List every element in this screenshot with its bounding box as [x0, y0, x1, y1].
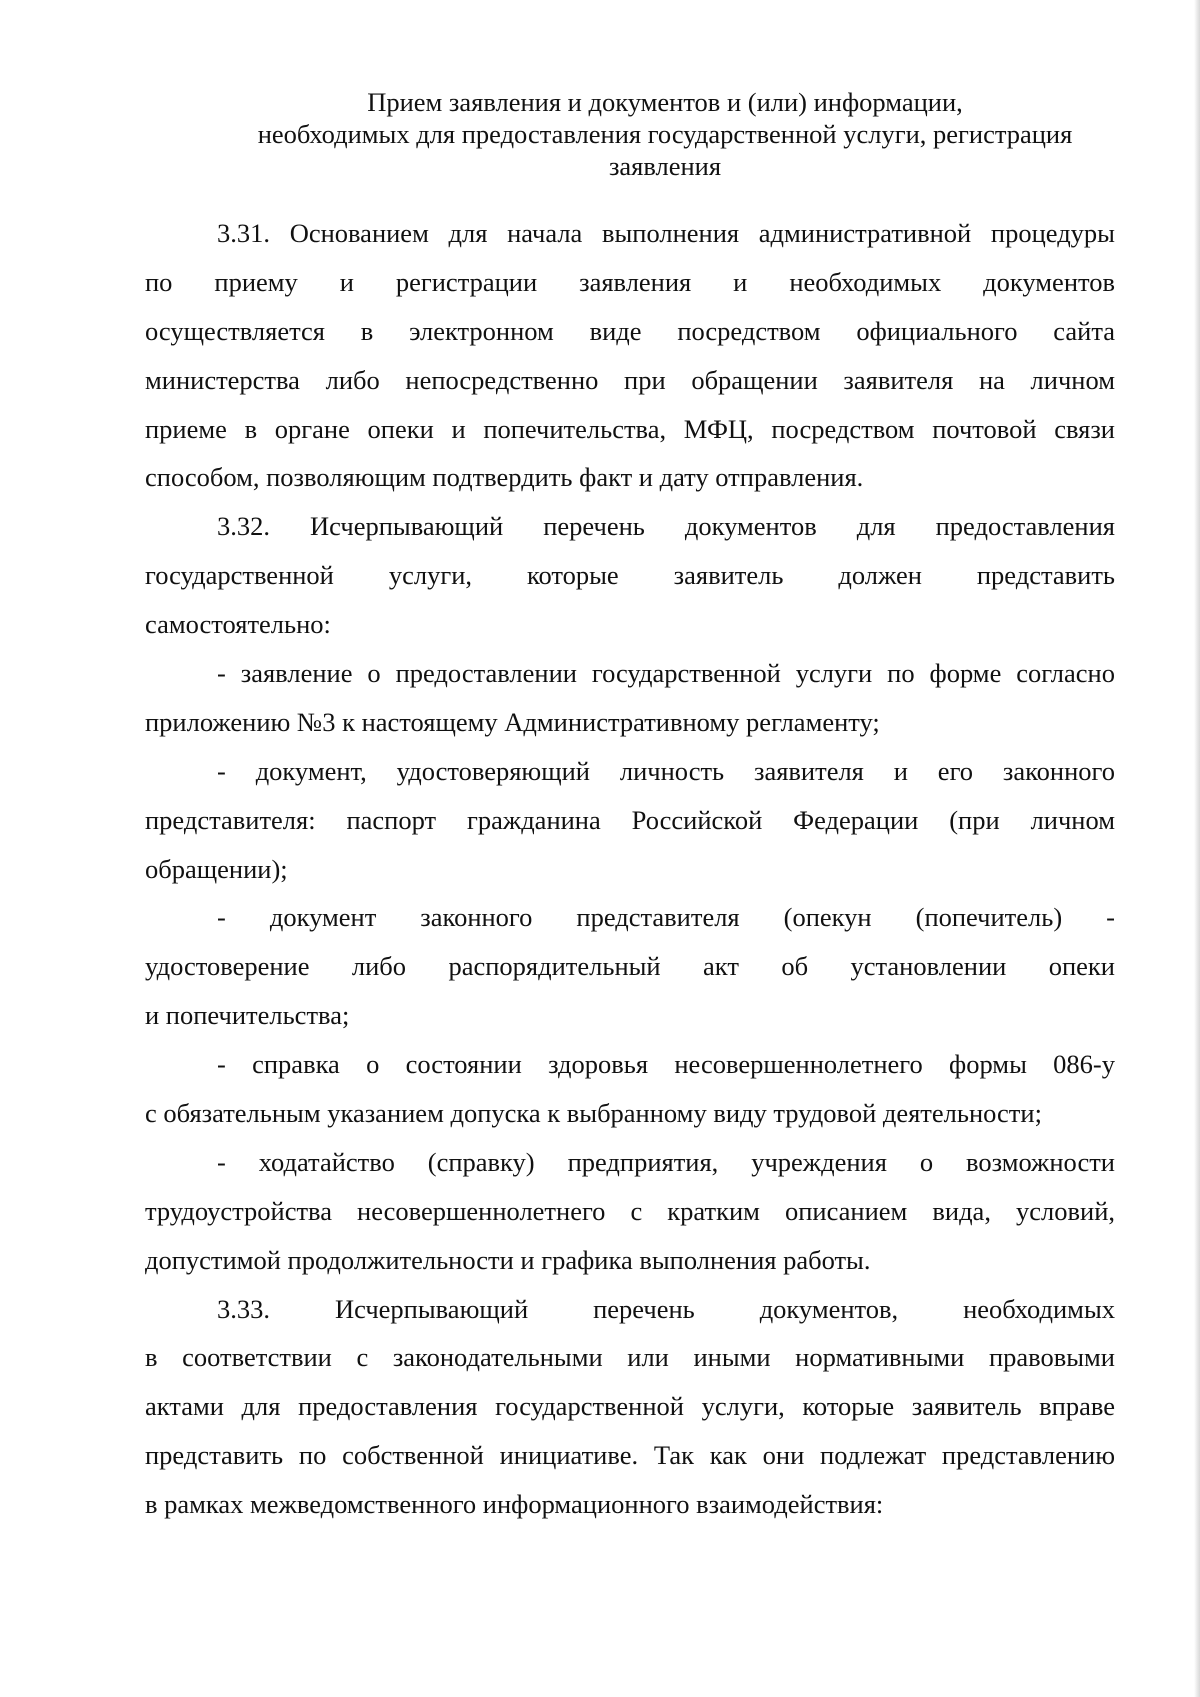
list-item-line: - справка о состоянии здоровья несовершеннолетнего формы 086-у — [217, 1049, 1115, 1080]
paragraph-line: государственной услуги, которые заявитель должен представить — [145, 560, 1115, 591]
list-item-line: обращении); — [145, 853, 288, 884]
paragraph-line: 3.32. Исчерпывающий перечень документов для предоставления — [217, 511, 1115, 542]
paragraph-line: 3.33. Исчерпывающий перечень документов, необходимых — [217, 1293, 1115, 1324]
list-item-line: представителя: паспорт гражданина Российской Федерации (при личном — [145, 804, 1115, 835]
list-item-line: и попечительства; — [145, 1000, 350, 1031]
paragraph-line: приеме в органе опеки и попечительства, МФЦ, посредством почтовой связи — [145, 413, 1115, 444]
heading-line: Прием заявления и документов и (или) информации, — [367, 87, 963, 117]
paragraph-line: способом, позволяющим подтвердить факт и дату отправления. — [145, 462, 864, 493]
list-item-line: допустимой продолжительности и графика выполнения работы. — [145, 1244, 871, 1275]
heading-line: необходимых для предоставления государственной услуги, регистрация — [257, 119, 1073, 149]
list-item-line: - документ законного представителя (опекун (попечитель) - — [217, 902, 1115, 933]
heading-line: заявления — [608, 151, 722, 181]
document-body — [145, 209, 1115, 1529]
list-item-line: приложению №3 к настоящему Административному регламенту; — [145, 706, 880, 737]
paragraph-line: в рамках межведомственного информационного взаимодействия: — [145, 1489, 884, 1520]
paragraph-line: 3.31. Основанием для начала выполнения административной процедуры — [217, 218, 1115, 248]
list-item-line: - документ, удостоверяющий личность заявителя и его законного — [217, 755, 1115, 786]
paragraph-line: осуществляется в электронном виде посредством официального сайта — [145, 315, 1115, 346]
paragraph-line: министерства либо непосредственно при обращении заявителя на личном — [145, 364, 1115, 395]
paragraph-line: актами для предоставления государственной услуги, которые заявитель вправе — [145, 1391, 1115, 1422]
list-item-line: - ходатайство (справку) предприятия, учреждения о возможности — [217, 1146, 1115, 1177]
section-heading — [225, 86, 1105, 182]
paragraph-line: самостоятельно: — [145, 609, 331, 640]
list-item-line: с обязательным указанием допуска к выбранному виду трудовой деятельности; — [145, 1098, 1042, 1129]
paragraph-line: по приему и регистрации заявления и необходимых документов — [145, 266, 1115, 297]
list-item-line: трудоустройства несовершеннолетнего с кратким описанием вида, условий, — [145, 1195, 1115, 1226]
list-item-line: удостоверение либо распорядительный акт об установлении опеки — [145, 951, 1115, 982]
page-edge-shadow — [1194, 0, 1200, 1697]
paragraph-line: представить по собственной инициативе. Так как они подлежат представлению — [145, 1440, 1115, 1471]
paragraph-line: в соответствии с законодательными или иными нормативными правовыми — [145, 1342, 1115, 1373]
list-item-line: - заявление о предоставлении государственной услуги по форме согласно — [217, 658, 1115, 689]
